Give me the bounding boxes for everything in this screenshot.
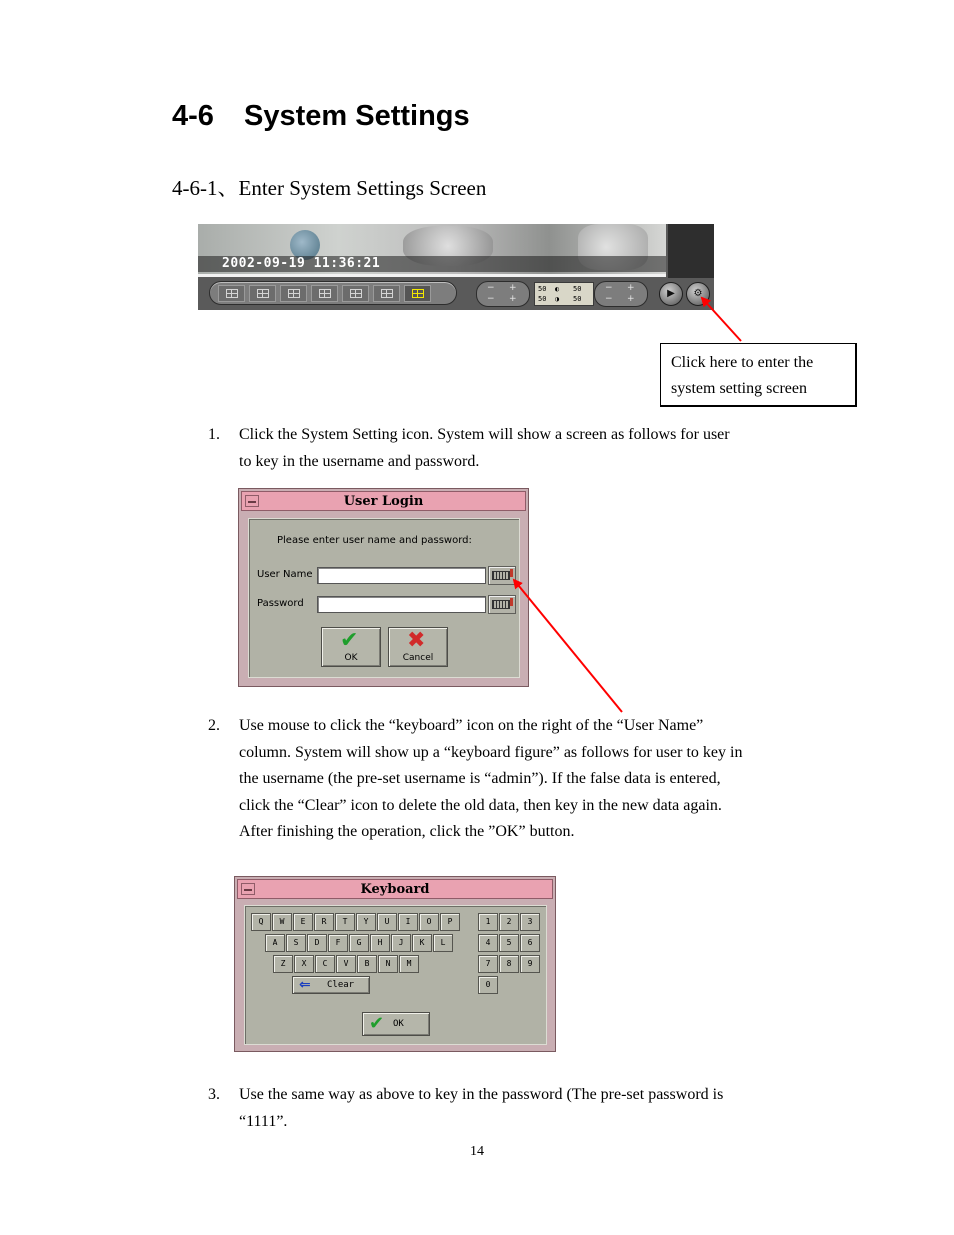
step-number: 1. [208,426,220,443]
key-f[interactable]: F [328,934,348,952]
section-heading [172,100,470,133]
numpad-key-7[interactable]: 7 [478,955,498,973]
login-prompt: Please enter user name and password: [277,535,472,546]
section-number: 4-6 [172,100,214,132]
key-z[interactable]: Z [273,955,293,973]
numpad-key-0[interactable]: 0 [478,976,498,994]
clear-label: Clear [327,980,355,990]
numpad-key-1[interactable]: 1 [478,913,498,931]
key-t[interactable]: T [335,913,355,931]
step-number: 2. [208,717,220,734]
key-i[interactable]: I [398,913,418,931]
key-w[interactable]: W [272,913,292,931]
numpad-key-5[interactable]: 5 [499,934,519,952]
key-b[interactable]: B [357,955,377,973]
side-strip [668,224,714,278]
subsection-heading: 4-6-1、Enter System Settings Screen [172,176,487,200]
callout-line-2: system setting screen [671,380,807,397]
cross-icon: ✖ [407,628,426,653]
login-panel [248,518,520,678]
step-text-line: Use the same way as above to key in the password (The pre-set password is [239,1086,724,1103]
layout-ten-icon[interactable] [342,285,369,302]
step-text-line: “1111”. [239,1112,288,1130]
key-c[interactable]: C [315,955,335,973]
key-u[interactable]: U [377,913,397,931]
username-input[interactable] [317,567,486,584]
system-setting-icon[interactable]: ⚙ [686,282,710,306]
key-p[interactable]: P [440,913,460,931]
keyboard-icon-arrow [514,580,622,712]
layout-quad-icon[interactable] [249,285,276,302]
section-title: System Settings [244,100,470,132]
step-text-line: click the “Clear” icon to delete the old data, then key in the new data again. [239,796,722,814]
layout-single-icon[interactable] [218,285,245,302]
step-text-line: column. System will show up a “keyboard figure” as follows for user to key in [239,743,743,761]
keyboard-dialog [234,876,556,1052]
clear-button[interactable] [292,976,370,994]
step-1 [208,422,828,476]
key-k[interactable]: K [412,934,432,952]
image-adjust-panel: 50 50 50 50 ◐ ◑ [534,282,594,306]
dialog-title: User Login [343,494,424,509]
user-login-dialog [238,488,529,687]
step-text-line: to key in the username and password. [239,452,480,470]
username-keyboard-icon[interactable] [488,566,516,585]
cancel-button[interactable] [388,627,448,667]
step-text-line: After finishing the operation, click the ”OK” button. [239,823,575,840]
check-icon: ✔ [369,1013,385,1034]
video-timestamp: 2002-09-19 11:36:21 [198,256,666,272]
ok-label: OK [393,1019,404,1029]
key-m[interactable]: M [399,955,419,973]
key-j[interactable]: J [391,934,411,952]
keyboard-panel [244,905,547,1045]
key-e[interactable]: E [293,913,313,931]
title-bar [237,879,553,899]
layout-pip-icon[interactable] [280,285,307,302]
step-text-line: the username (the pre-set username is “admin”). If the false data is entered, [239,770,721,787]
numpad-key-6[interactable]: 6 [520,934,540,952]
key-q[interactable]: Q [251,913,271,931]
control-bar-screenshot [198,224,714,310]
title-bar [241,491,526,511]
layout-sixteen-icon[interactable] [404,285,431,302]
key-l[interactable]: L [433,934,453,952]
arrow-left-icon: ⇐ [299,977,311,993]
page-number: 14 [470,1144,484,1159]
ok-button[interactable] [321,627,381,667]
layout-thirteen-icon[interactable] [373,285,400,302]
key-x[interactable]: X [294,955,314,973]
step-text-line: Click the System Setting icon. System will show a screen as follows for user [239,426,730,443]
play-icon[interactable]: ▶ [659,282,683,306]
key-h[interactable]: H [370,934,390,952]
numpad-key-3[interactable]: 3 [520,913,540,931]
password-label: Password [257,598,304,609]
numpad-key-9[interactable]: 9 [520,955,540,973]
brightness-icon: ◐ [555,285,560,293]
key-o[interactable]: O [419,913,439,931]
password-keyboard-icon[interactable] [488,595,516,614]
callout-line-1: Click here to enter the [671,354,814,371]
dialog-title: Keyboard [360,882,430,897]
step-3 [208,1082,828,1136]
key-v[interactable]: V [336,955,356,973]
adjust-right-buttons[interactable]: − + − + [594,281,648,307]
layout-selector [209,281,457,305]
cancel-label: Cancel [402,653,434,663]
callout-box [660,343,857,407]
step-2 [208,713,828,847]
key-g[interactable]: G [349,934,369,952]
key-y[interactable]: Y [356,913,376,931]
numpad-key-4[interactable]: 4 [478,934,498,952]
username-label: User Name [257,569,313,580]
password-input[interactable] [317,596,486,613]
ok-button[interactable] [362,1012,430,1036]
step-text-line: Use mouse to click the “keyboard” icon on the right of the “User Name” [239,717,704,734]
step-number: 3. [208,1086,220,1103]
numpad-key-8[interactable]: 8 [499,955,519,973]
contrast-icon: ◑ [555,295,560,303]
ok-label: OK [344,653,358,663]
key-d[interactable]: D [307,934,327,952]
video-preview [198,224,666,277]
check-icon: ✔ [340,628,359,653]
adjust-left-buttons[interactable]: − + − + [476,281,530,307]
key-s[interactable]: S [286,934,306,952]
key-r[interactable]: R [314,913,334,931]
key-n[interactable]: N [378,955,398,973]
key-a[interactable]: A [265,934,285,952]
numpad-key-2[interactable]: 2 [499,913,519,931]
layout-nine-icon[interactable] [311,285,338,302]
